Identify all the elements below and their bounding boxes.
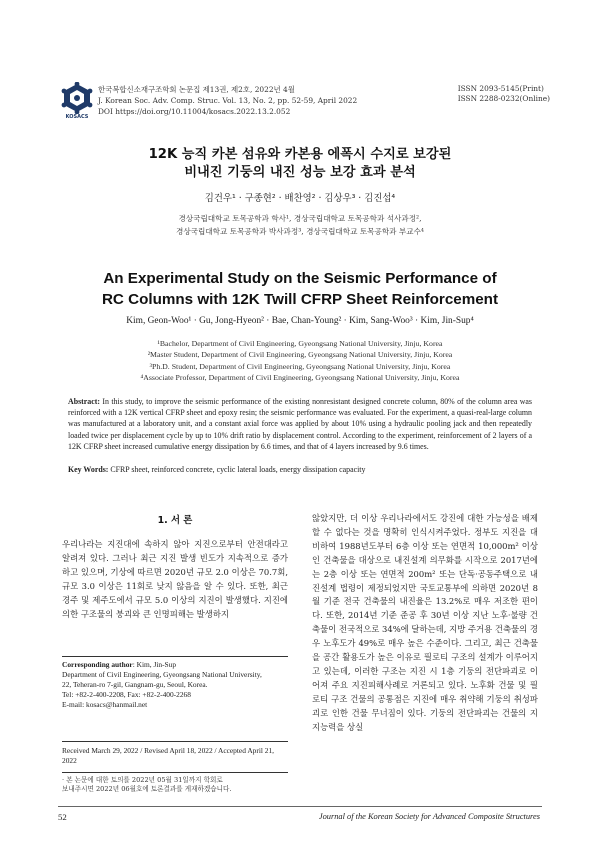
corresponding-author-label: Corresponding author <box>62 660 133 669</box>
journal-citation <box>98 84 357 117</box>
korean-affil-line1: 경상국립대학교 토목공학과 학사¹, 경상국립대학교 토목공학과 석사과정², <box>178 214 422 223</box>
korean-title <box>0 146 600 182</box>
author-dept: Department of Civil Engineering, Gyeongsang National University, <box>62 669 262 679</box>
korean-title-line1: 12K 능직 카본 섬유와 카본용 에폭시 수지로 보강된 <box>148 147 452 162</box>
abstract <box>68 396 532 452</box>
intro-paragraph-left: 우리나라는 지진대에 속하지 않아 지진으로부터 안전대라고 알려져 있다. 그러나 최근 지진 발생 빈도가 지속적으로 증가하고 있으며, 기상에 따르면 2020년 규모 2.0 이상은 70.7회, 규모 3.0 이상은 11회로 낮지 않음을 알 수 있다. 또한, 최근 경주 및 제주도에서 규모 5.0 이상의 지진이 발생했다. 지진에 의한 구조물의 붕괴와 큰 인명피해는 발생하지 <box>62 539 288 619</box>
korean-affiliations <box>0 212 600 238</box>
english-affil-line3: ³Ph.D. Student, Department of Civil Engineering, Gyeongsang National University, Jinju, Korea <box>149 361 451 371</box>
korean-title-line2: 비내진 기둥의 내진 성능 보강 효과 분석 <box>184 165 416 180</box>
author-address: 22, Teheran-ro 7-gil, Gangnam-gu, Seoul, Korea. <box>62 679 208 689</box>
english-affil-line4: ⁴Associate Professor, Department of Civil Engineering, Gyeongsang National University, Jinju, Korea <box>140 373 460 383</box>
english-authors: Kim, Geon-Woo¹ · Gu, Jong-Hyeon² · Bae, Chan-Young² · Kim, Sang-Woo³ · Kim, Jin-Sup⁴ <box>126 316 474 326</box>
doi-line[interactable]: DOI https://doi.org/10.11004/kosacs.2022.13.2.052 <box>98 107 291 116</box>
page-number: 52 <box>58 812 67 822</box>
kosacs-logo-icon <box>60 82 94 114</box>
body-column-left <box>62 538 288 621</box>
corresponding-author-name: : Kim, Jin-Sup <box>132 660 177 669</box>
journal-english-line: J. Korean Soc. Adv. Comp. Struc. Vol. 13, No. 2, pp. 52-59, April 2022 <box>98 96 358 105</box>
footer-divider <box>58 806 542 807</box>
author-email[interactable]: E-mail: kosacs@hanmail.net <box>62 699 148 709</box>
body-column-right <box>312 512 538 735</box>
english-affiliations <box>0 338 600 384</box>
issn-online: ISSN 2288-0232(Online) <box>457 94 550 103</box>
korean-affil-line2: 경상국립대학교 토목공학과 박사과정³, 경상국립대학교 토목공학과 부교수⁴ <box>176 227 424 236</box>
journal-korean-line: 한국복합신소재구조학회 논문집 제13권, 제2호, 2022년 4월 <box>98 85 295 94</box>
abstract-text: In this study, to improve the seismic performance of the existing nonresistant designed concrete column, 80% of the column area was reinforced with a 12K vertical CFRP sheet and epoxy resin; the seismic performance was evaluated. For the experiment, a quasi-real-large column was manufactured at a laboratory unit, and a constant axial force was applied by about 10% using a hydraulic pooling jack and then repeatedly loaded twice per displacement cycle by up to 10% drift ratio by displacement control. According to the experiment, reinforcement of 2 layers of a 12K CFRP sheet increased cumulative energy dissipation by 6.6 times, and that of 4 layers increased by 9.6 times. <box>68 397 532 451</box>
footer-journal-name: Journal of the Korean Society for Advanced Composite Structures <box>318 812 540 821</box>
kosacs-logo <box>60 82 94 122</box>
received-dates: Received March 29, 2022 / Revised April 18, 2022 / Accepted April 21, 2022 <box>62 741 288 766</box>
english-title <box>0 268 600 310</box>
keywords <box>68 464 532 475</box>
korean-authors: 김건우¹ · 구종현² · 배찬영² · 김상우³ · 김진섭⁴ <box>204 193 396 204</box>
corresponding-author-box <box>62 656 288 710</box>
keywords-text: CFRP sheet, reinforced concrete, cyclic lateral loads, energy dissipation capacity <box>108 465 366 474</box>
author-phone: Tel: +82-2-400-2208, Fax: +82-2-400-2268 <box>62 689 191 699</box>
english-affil-line1: ¹Bachelor, Department of Civil Engineering, Gyeongsang National University, Jinju, Korea <box>157 339 443 348</box>
english-title-line1: An Experimental Study on the Seismic Performance of <box>103 270 497 287</box>
discussion-note <box>62 772 288 795</box>
issn-block <box>458 84 550 104</box>
keywords-label: Key Words: <box>68 465 109 474</box>
page-header <box>60 82 550 122</box>
corresponding-author-line <box>62 660 288 670</box>
discussion-note-line1: · 본 논문에 대한 토의를 2022년 05월 31일까지 학회로 <box>62 776 223 784</box>
english-title-line2: RC Columns with 12K Twill CFRP Sheet Reinforcement <box>101 291 499 308</box>
logo-text: KOSACS <box>65 114 89 120</box>
section-heading-introduction: 1. 서 론 <box>157 515 193 526</box>
english-affil-line2: ²Master Student, Department of Civil Engineering, Gyeongsang National University, Jinju, Korea <box>147 350 453 360</box>
discussion-note-line2: 보내주시면 2022년 06월호에 토론결과를 게재하겠습니다. <box>62 785 232 794</box>
intro-paragraph-right: 않았지만, 더 이상 우리나라에서도 강진에 대한 가능성을 배제할 수 없다는 것을 명확히 인식시켜주었다. 정부도 지진을 대비하여 1988년도부터 6층 이상 또는 연면적 10,000m² 이상인 건축물을 대상으로 내진설계 의무화를 시작으로 2017년에는 2층 이상 또는 연면적 200m² 또는 단독·공동주택으로 내진설계 법령이 제정되었지만 국토교통부에 의하면 2020년 8월 기준 전국 건축물의 내진율은 13.2%로 매우 저조한 편이다. 또한, 2014년 기준 준공 후 30년 이상 지난 노후·불량 건축물이 전국적으로 34%에 달하는데, 지방 주거용 건축물의 경우 노후도가 49%로 매우 높은 수준이다. 그리고, 최근 건축물을 공간 활용도가 높은 이유로 필로티 구조의 설계가 이루어지고 있는데, 이러한 구조는 지진 시 1층 기둥의 전단파괴로 이어져 주요 지진피해사례로 거론되고 있다. 노후화 건물 및 필로티 구조 건물의 공통점은 지진에 매우 취약해 기둥의 취성파괴로 인한 건물 무너짐이 있다. 기둥의 전단파괴는 건물의 지지능력을 상실 <box>312 513 538 732</box>
abstract-label: Abstract: <box>68 397 100 406</box>
issn-print: ISSN 2093-5145(Print) <box>457 84 544 93</box>
